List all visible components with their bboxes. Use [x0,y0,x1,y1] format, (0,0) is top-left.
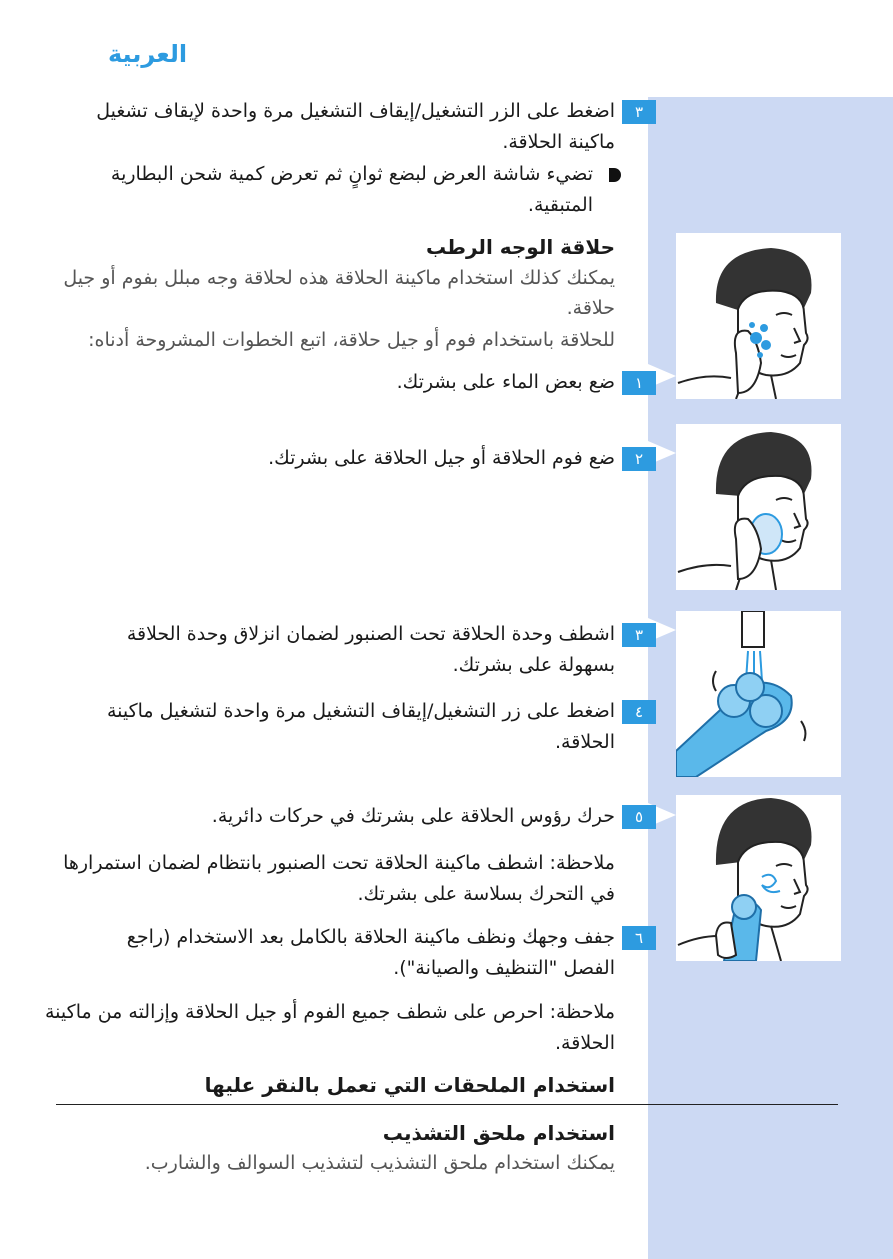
step-text: اضغط على الزر التشغيل/إيقاف التشغيل مرة واحدة لإيقاف تشغيل ماكينة الحلاقة. [96,100,615,153]
step-number-badge: ٤ [622,700,656,724]
note-rinse: ملاحظة: اشطف ماكينة الحلاقة تحت الصنبور بانتظام لضمان استمرارها في التحرك بسلاسة على بشرتك. [63,852,615,905]
wet-shaving-instructions: للحلاقة باستخدام فوم أو جيل حلاقة، اتبع الخطوات المشروحة أدناه: [88,329,615,351]
wet-step-3 [75,619,644,681]
step-text: جفف وجهك ونظف ماكينة الحلاقة بالكامل بعد الاستخدام (راجع الفصل "التنظيف والصيانة"). [126,926,615,979]
step-number-badge: ٦ [622,926,656,950]
wet-shaving-intro: يمكنك كذلك استخدام ماكينة الحلاقة هذه لحلاقة وجه مبلل بفوم أو جيل حلاقة. [63,267,615,319]
step-text: اضغط على زر التشغيل/إيقاف التشغيل مرة واحدة لتشغيل ماكينة الحلاقة. [106,700,615,753]
step-number-badge: ٢ [622,447,656,471]
step-text: ضع بعض الماء على بشرتك. [396,371,615,393]
bullet-text: تضيء شاشة العرض لبضع ثوانٍ ثم تعرض كمية شحن البطارية المتبقية. [110,163,593,216]
step-text: اشطف وحدة الحلاقة تحت الصنبور لضمان انزلاق وحدة الحلاقة بسهولة على بشرتك. [126,623,615,676]
bullet-item [75,159,593,221]
face-apply-foam-icon [676,424,841,590]
face-water-splash-icon [676,233,841,399]
step-number-badge: ٣ [622,100,656,124]
step-text: حرك رؤوس الحلاقة على بشرتك في حركات دائرية. [211,805,615,827]
note-remove-foam: ملاحظة: احرص على شطف جميع الفوم أو جيل الحلاقة وإزالته من ماكينة الحلاقة. [45,1001,615,1054]
bullet-icon [609,168,621,182]
wet-step-5 [75,801,644,832]
language-title: العربية [108,40,188,68]
circular-shaving-motion-icon [676,795,841,961]
attachments-title: استخدام الملحقات التي تعمل بالنقر عليها [204,1073,615,1097]
rinse-shaver-under-tap-icon [676,611,841,777]
trimmer-text: يمكنك استخدام ملحق التشذيب لتشذيب السوالف والشارب. [144,1152,615,1174]
wet-step-6 [75,922,644,984]
wet-shaving-title: حلاقة الوجه الرطب [425,235,615,259]
step-turn-off [75,96,644,158]
step-text: ضع فوم الحلاقة أو جيل الحلاقة على بشرتك. [268,447,615,469]
wet-step-2 [75,443,644,474]
step-number-badge: ٣ [622,623,656,647]
step-number-badge: ٥ [622,805,656,829]
wet-step-4 [75,696,644,758]
wet-step-1 [75,367,644,398]
section-divider [56,1104,838,1105]
step-number-badge: ١ [622,371,656,395]
trimmer-title: استخدام ملحق التشذيب [382,1121,615,1145]
